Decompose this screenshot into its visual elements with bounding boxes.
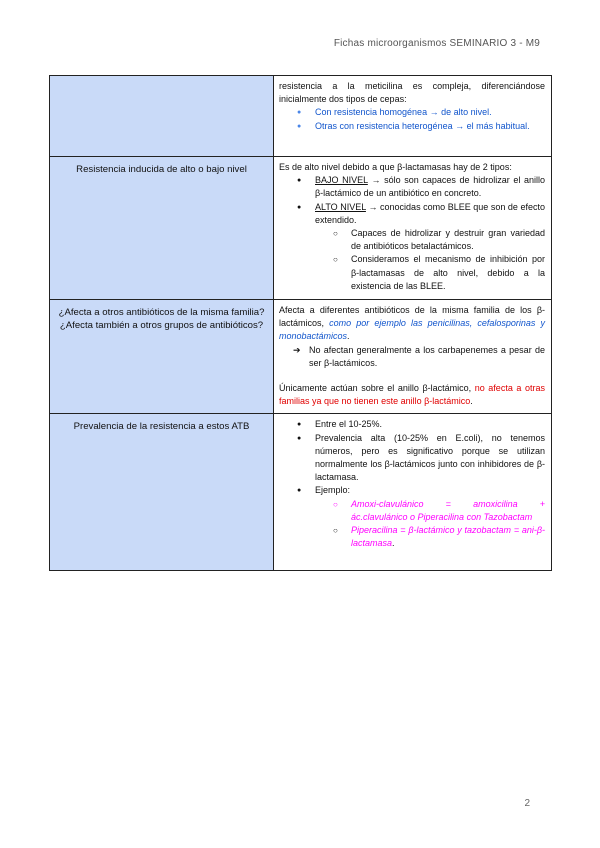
list-item-label: Ejemplo: xyxy=(315,485,351,496)
text-span: . xyxy=(392,538,395,549)
row-content-cell xyxy=(274,300,552,414)
list-item: ● Otras con resistencia heterogénea → el más habitual. xyxy=(279,120,545,133)
table-row xyxy=(50,157,552,300)
table-row xyxy=(50,76,552,157)
row-label: ¿Afecta a otros antibióticos de la misma familia? ¿Afecta también a otros grupos de antibióticos? xyxy=(58,307,265,331)
row-content-cell xyxy=(274,157,552,300)
term: BAJO NIVEL xyxy=(315,175,368,186)
page-number: 2 xyxy=(524,798,530,809)
term: ALTO NIVEL xyxy=(315,201,366,212)
sub-list-item: ○ Amoxi-clavulánico = amoxicilina + ác.clavulánico o Piperacilina con Tazobactam xyxy=(315,498,545,524)
highlighted-text: como por ejemplo las penicilinas, cefalosporinas y monobactámicos xyxy=(279,318,545,342)
text-span: Únicamente actúan sobre el anillo β-lactámico, xyxy=(279,383,475,394)
table-row xyxy=(50,300,552,414)
content-table xyxy=(49,75,552,571)
term-description: → sólo son capaces de hidrolizar el anillo β-lactámico de un antibiótico en concreto. xyxy=(315,175,546,199)
sub-list xyxy=(315,498,545,551)
document-header: Fichas microorganismos SEMINARIO 3 - M9 xyxy=(333,38,540,49)
row-label: Prevalencia de la resistencia a estos ATB xyxy=(73,421,250,433)
row-label: Resistencia inducida de alto o bajo nivel xyxy=(76,164,247,175)
sub-list-item: ○ Consideramos el mecanismo de inhibición por β-lactamasas de alto nivel, debido a la existencia de las BLEE. xyxy=(315,253,545,293)
arrow-item xyxy=(279,344,545,370)
bullet-list xyxy=(279,106,545,132)
arrow-text: No afectan generalmente a los carbapenemes a pesar de ser β-lactámicos. xyxy=(309,344,545,368)
table-row xyxy=(50,414,552,571)
list-item: ● Entre el 10-25%. xyxy=(279,418,545,431)
list-item xyxy=(279,201,545,293)
paragraph: resistencia a la meticilina es compleja, diferenciándose inicialmente dos tipos de cepas: xyxy=(279,81,545,105)
list-item: ● Prevalencia alta (10-25% en E.coli), no tenemos números, pero es significativo porque se utilizan normalmente los β-lactámicos junto con inhibidores de β-lactamasa. xyxy=(279,432,545,485)
row-label-cell xyxy=(50,414,274,571)
text-span: . xyxy=(470,396,473,407)
sub-list xyxy=(315,227,545,293)
bullet-list xyxy=(279,174,545,293)
row-content-cell xyxy=(274,76,552,157)
text-span: Afecta a diferentes antibióticos de la misma familia de los β-lactámicos, xyxy=(279,305,545,329)
paragraph xyxy=(279,304,545,344)
list-item xyxy=(279,484,545,550)
arrow-icon: ➔ xyxy=(293,344,301,355)
row-content-cell xyxy=(274,414,552,571)
paragraph xyxy=(279,382,545,408)
row-label-cell xyxy=(50,157,274,300)
row-label-cell xyxy=(50,300,274,414)
row-label-cell xyxy=(50,76,274,157)
text-span: . xyxy=(347,331,350,342)
paragraph: Es de alto nivel debido a que β-lactamasas hay de 2 tipos: xyxy=(279,162,512,172)
highlighted-text: no afecta a otras familias ya que no tienen este anillo β-lactámico xyxy=(279,383,545,407)
list-item xyxy=(279,174,545,200)
sub-list-item: ○ Capaces de hidrolizar y destruir gran variedad de antibióticos betalactámicos. xyxy=(315,227,545,253)
bullet-list xyxy=(279,418,545,550)
list-item: ● Con resistencia homogénea → de alto nivel. xyxy=(279,106,545,119)
sub-list-text: Piperacilina = β-lactámico y tazobactam = ani-β-lactamasa xyxy=(351,525,545,549)
sub-list-item xyxy=(315,524,545,550)
term-description: → conocidas como BLEE que son de efecto extendido. xyxy=(315,201,546,225)
